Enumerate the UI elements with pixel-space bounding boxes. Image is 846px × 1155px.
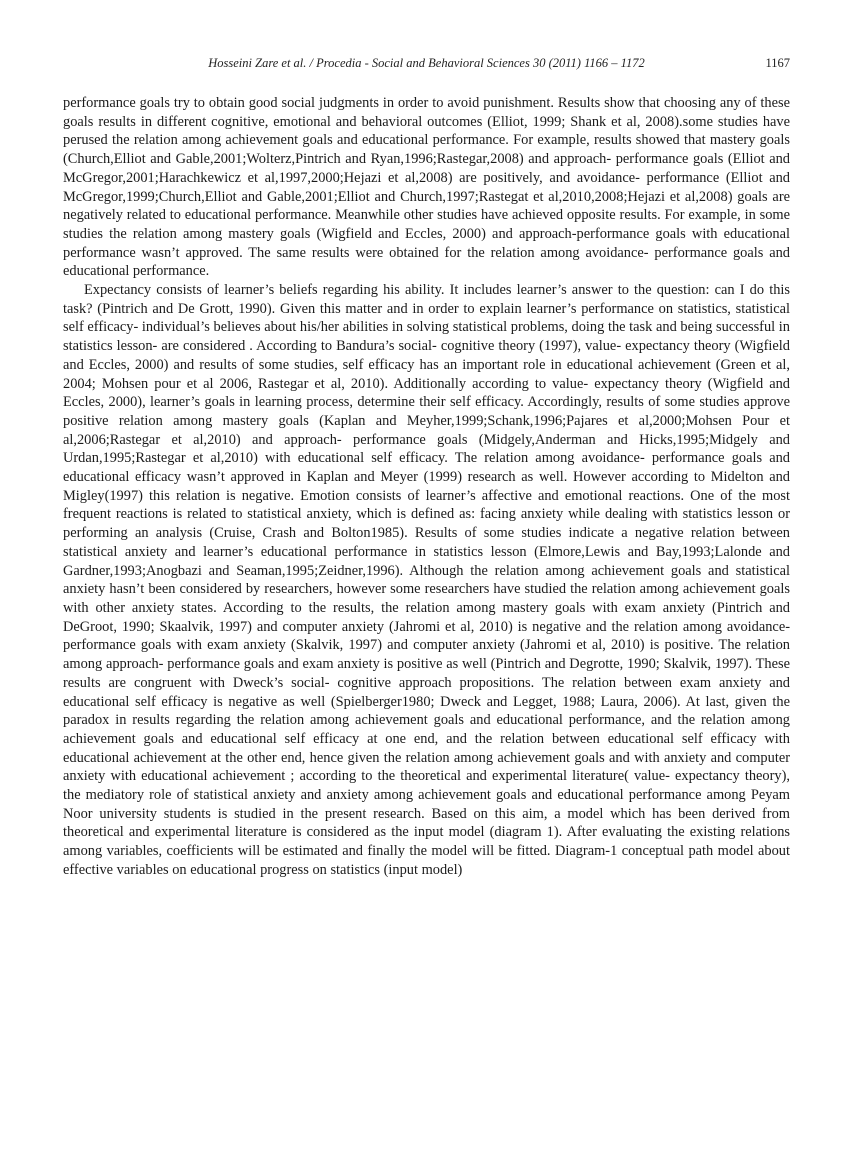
article-body <box>63 94 790 880</box>
paragraph-expectancy: Expectancy consists of learner’s beliefs regarding his ability. It includes learner’s answer to the question: can I do this task? (Pintrich and De Grott, 1990). Given this matter and in order to explain learner’s performance on statistics, statistical self efficacy- individual’s believes about his/her abilities in solving statistical problems, doing the task and being successful in statistics lesson- are considered . According to Bandura’s social- cognitive theory (1997), value- expectancy theory (Wigfield and Eccles, 2000) and results of some studies, self efficacy has an important role in educational achievement (Green et al, 2004; Mohsen pour et al 2006, Rastegar et al, 2010). Additionally according to value- expectancy theory (Wigfield and Eccles, 2000), learner’s goals in learning process, determine their self efficacy. Accordingly, results of some studies approve positive relation among mastery goals (Kaplan and Meyher,1999;Schank,1996;Pajares et al,2000;Mohsen Pour et al,2006;Rastegar et al,2010) and approach- performance goals (Midgely,Anderman and Hicks,1995;Midgely and Urdan,1995;Rastegar et al,2010) with educational self efficacy. The relation among avoidance- performance goals and educational efficacy wasn’t approved in Kaplan and Meyer (1999) research as well. However according to Midelton and Migley(1997) this relation is negative. Emotion consists of learner’s affective and emotional reactions. One of the most frequent reactions is related to statistical anxiety, which is defined as: facing anxiety while dealing with statistics lesson or performing an analysis (Cruise, Crash and Bolton1985). Results of some studies indicate a negative relation between statistical anxiety and learner’s educational performance in statistics lesson (Elmore,Lewis and Bay,1993;Lalonde and Gardner,1993;Anogbazi and Seaman,1995;Zeidner,1996). Although the relation among achievement goals and statistical anxiety hasn’t been considered by researchers, however some researchers have studied the relation among achievement goals with other anxiety states. According to the results, the relation among mastery goals with exam anxiety (Pintrich and DeGroot, 1990; Skaalvik, 1997) and computer anxiety (Jahromi et al, 2010) is negative and the relation among avoidance- performance goals with exam anxiety (Skalvik, 1997) and computer anxiety (Jahromi et al, 2010) is positive. The relation among approach- performance goals and exam anxiety is positive as well (Pintrich and Degrotte, 1990; Skalvik, 1997). These results are congruent with Dweck’s social- cognitive approach propositions. The relation between exam anxiety and educational self efficacy is negative as well (Spielberger1980; Dweck and Legget, 1988; Laura, 2006). At last, given the paradox in results regarding the relation among achievement goals and educational performance, and the relation among achievement goals and educational self efficacy at one end, and the relation between educational self efficacy with educational achievement at the other end, hence given the relation among achievement goals and with anxiety and computer anxiety with educational achievement ; according to the theoretical and experimental literature( value- expectancy theory), the mediatory role of statistical anxiety and anxiety among achievement goals and educational performance among Peyam Noor university students is studied in the present research. Based on this aim, a model which has been derived from theoretical and experimental literature is considered as the input model (diagram 1). After evaluating the existing relations among variables, coefficients will be estimated and finally the model will be fitted. Diagram-1 conceptual path model about effective variables on educational progress on statistics (input model) <box>63 282 790 878</box>
paragraph-continuation: performance goals try to obtain good social judgments in order to avoid punishment. Results show that choosing any of these goals results in different cognitive, emotional and behavioral outcomes (Elliot, 1999; Shank et al, 2008).some studies have perused the relation among achievement goals and educational performance. For example, results showed that mastery goals (Church,Elliot and Gable,2001;Wolterz,Pintrich and Ryan,1996;Rastegar,2008) and approach- performance goals (Elliot and McGregor,2001;Harachkewicz et al,1997,2000;Hejazi et al,2008) are positively, and avoidance- performance (Elliot and McGregor,1999;Church,Elliot and Gable,2001;Elliot and Church,1997;Rastegat et al,2010,2008;Hejazi et al,2008) goals are negatively related to educational performance. Meanwhile other studies have achieved opposite results. For example, in some studies the relation among mastery goals (Wigfield and Eccles, 2000) and approach-performance goals with educational performance wasn’t approved. The same results were obtained for the relation among avoidance- performance goals and educational performance. <box>63 95 790 280</box>
running-head <box>63 56 790 71</box>
page-number: 1167 <box>765 56 790 70</box>
journal-citation: Hosseini Zare et al. / Procedia - Social and Behavioral Sciences 30 (2011) 1166 – 1172 <box>208 56 645 70</box>
